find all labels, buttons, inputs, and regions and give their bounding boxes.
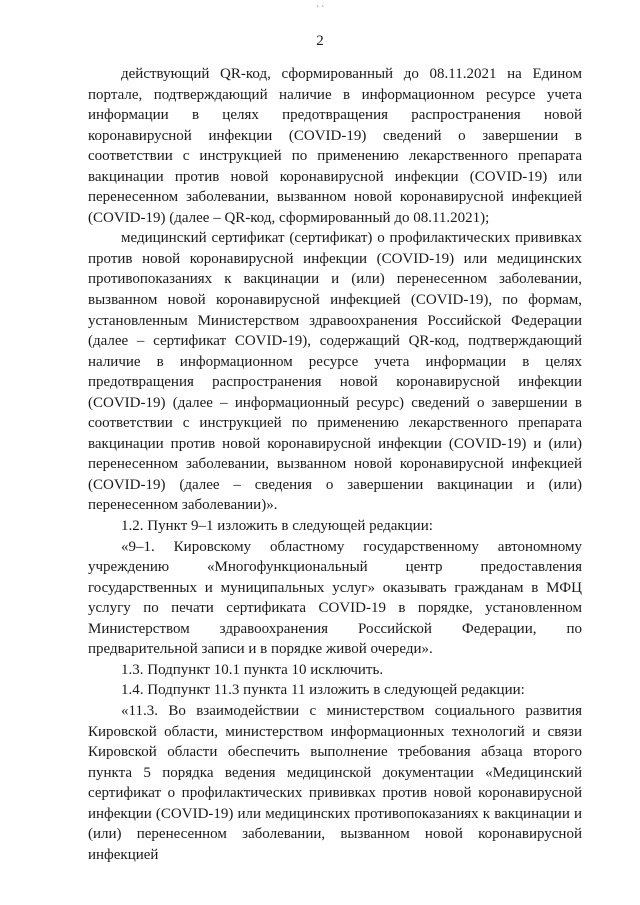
paragraph-item-1-2: 1.2. Пункт 9–1 изложить в следующей редакции: <box>121 518 433 535</box>
paragraph-qr-code-continuation: действующий QR-код, сформированный до 08.11.2021 на Едином портале, подтверждающий наличие в информационном ресурсе учета информации в целях предотвращения распространения новой коронавирусной инфекции (COVID-19) сведений о завершении в соответствии с инструкцией по применению лекарственного препарата вакцинации против новой коронавирусной инфекции (COVID-19) или перенесенном заболевании, вызванном новой коронавирусной инфекцией (COVID-19) (далее – QR-код, сформированный до 08.11.2021); <box>88 66 582 226</box>
paragraph-item-1-3: 1.3. Подпункт 10.1 пункта 10 исключить. <box>121 661 384 678</box>
paragraph-item-1-4: 1.4. Подпункт 11.3 пункта 11 изложить в следующей редакции: <box>121 682 525 699</box>
paragraph-item-9-1: «9–1. Кировскому областному государственному автономному учреждению «Многофункциональный центр предоставления государственных и муниципальных услуг» оказывать гражданам в МФЦ услугу по печати сертификата COVID-19 в порядке, установленном Министерством здравоохранения Российской Федерации, по предварительной записи и в порядке живой очереди». <box>88 538 582 658</box>
document-body <box>88 64 582 865</box>
scan-mark: ` ` <box>316 4 325 14</box>
page-number: 2 <box>316 33 324 49</box>
paragraph-medical-certificate: медицинский сертификат (сертификат) о профилактических прививках против новой коронавирусной инфекции (COVID-19) или медицинских противопоказаниях к вакцинации и (или) перенесенном заболевании, вызванном новой коронавирусной инфекцией (COVID-19), по формам, установленным Министерством здравоохранения Российской Федерации (далее – сертификат COVID-19), содержащий QR-код, подтверждающий наличие в информационном ресурсе учета информации в целях предотвращения распространения новой коронавирусной инфекции (COVID-19) (далее – информационный ресурс) сведений о завершении в соответствии с инструкцией по применению лекарственного препарата вакцинации против новой коронавирусной инфекции (COVID-19) и (или) перенесенном заболевании, вызванном новой коронавирусной инфекцией (COVID-19) (далее – сведения о завершении вакцинации и (или) перенесенном заболевании)». <box>88 230 582 514</box>
paragraph-item-11-3: «11.3. Во взаимодействии с министерством социального развития Кировской области, министерством информационных технологий и связи Кировской области обеспечить выполнение требования абзаца второго пункта 5 порядка ведения медицинской документации «Медицинский сертификат о профилактических прививках против новой коронавирусной инфекции (COVID-19) или медицинских противопоказаниях к вакцинации и (или) перенесенном заболевании, вызванном новой коронавирусной инфекцией <box>88 702 582 863</box>
